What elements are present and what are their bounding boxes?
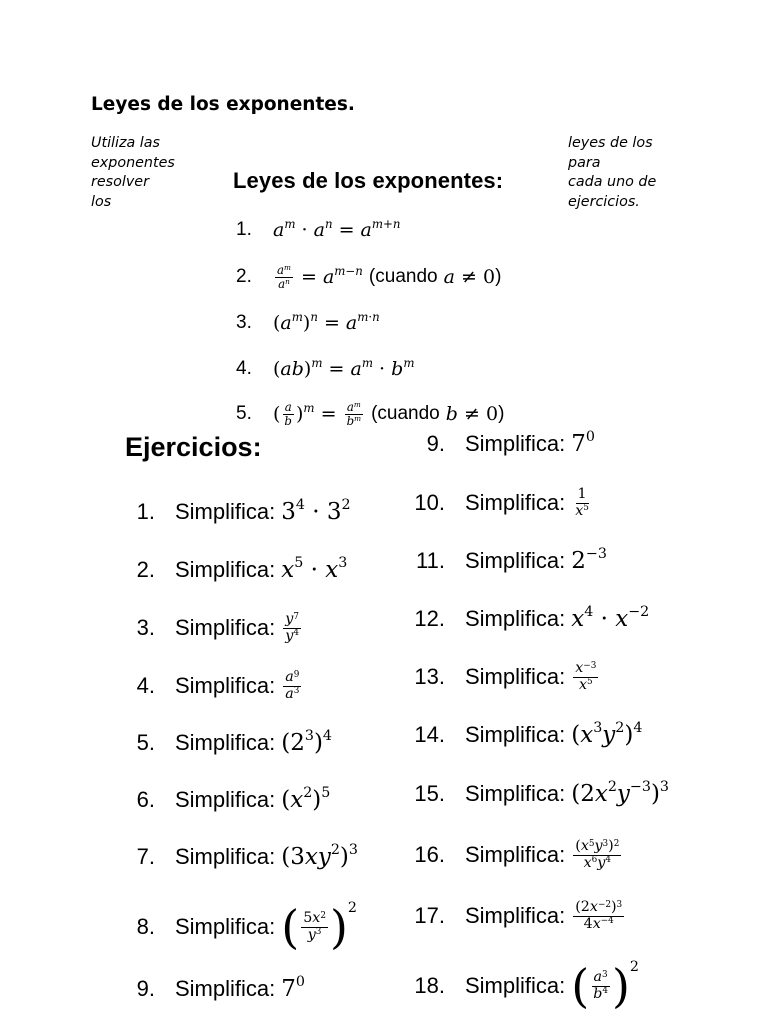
exercise-label: Simplifica: [175,557,276,582]
exercise-expression: x $^4$ · x $^{-2}$ [571,603,650,632]
exercise-expression: $\frac{a^9}{a^3}$ [285,669,300,702]
exercise-label: Simplifica: [175,673,276,698]
law-number: 3. [236,312,252,333]
exercise-item [409,957,639,1015]
exercise-expression: (2 $^3$ ) $^4$ [281,727,332,756]
exercise-expression: $\frac{x^{-3}}{x^5}$ [575,660,597,693]
exercise-label: Simplifica: [175,787,276,812]
law-note: (cuando [371,403,440,424]
exercise-label: Simplifica: [465,722,566,747]
exercise-expression: ( x $^2$ ) $^5$ [281,784,331,813]
exercise-expression: $\frac{(x^5y^3)^2}{x^6y^4}$ [575,838,620,871]
law-item [236,257,501,297]
law-number: 5. [236,403,252,424]
exercise-label: Simplifica: [175,615,276,640]
intro-line: exponentes [91,154,175,171]
exercise-item [409,596,649,642]
exercise-item [409,771,669,817]
exercise-item [409,832,623,878]
intro-text-right [568,134,678,212]
exercise-expression: $\frac{(2x^{-2})^3}{4x^{-4}}$ [575,899,623,932]
law-formula: ( a $^m$ ) $^n$ = a $^{m \cdot n}$ [273,310,380,334]
intro-line: ejercicios. [568,193,640,210]
exercise-label: Simplifica: [465,664,566,689]
exercise-expression: $\frac{y^7}{y^4}$ [285,611,299,644]
intro-line: cada uno de [568,174,657,191]
exercise-label: Simplifica: [465,781,566,806]
exercise-label: Simplifica: [175,730,276,755]
law-formula: ( ab ) $^m$ = a $^m$ · b $^m$ [273,356,415,380]
exercise-expression: (3 xy $^2$ ) $^3$ [281,841,358,870]
document-title: Leyes de los exponentes. [91,94,355,115]
exercise-item [409,712,642,758]
exercise-expression: 7 $^0$ [571,428,595,457]
exercise-item [125,605,303,651]
exercise-number: 12. [414,606,445,631]
exercise-number: 7. [136,844,155,869]
exercise-label: Simplifica: [465,973,566,998]
exercise-expression: x $^5$ · x $^3$ [281,554,348,583]
law-formula: a $^m$ · a $^n$ = a $^{m +n}$ [273,217,401,241]
exercise-item [409,893,626,939]
exercise-label: Simplifica: [175,976,276,1001]
exercise-number: 15. [414,781,445,806]
exercise-label: Simplifica: [175,499,276,524]
exercise-item [409,654,600,700]
exercise-item [409,480,593,526]
intro-line: leyes de los [568,135,653,151]
law-note: (cuando [368,266,438,287]
exercise-item [409,421,595,467]
law-formula: ( $\frac{a}{b}$ ) $^m$ = $\frac{a^m}{b^m}$ (cuando b ≠ 0 ) [273,399,505,428]
exercise-number: 5. [136,730,155,755]
exercise-item [125,720,332,766]
law-number: 2. [236,266,252,287]
exercise-label: Simplifica: [465,842,566,867]
exercise-item [125,777,330,823]
exercise-expression: (2 x $^2$ y $^{-3}$ ) $^3$ [571,778,669,807]
exercise-item [125,663,303,709]
exercise-number: 9. [426,431,445,456]
intro-line: resolver [91,174,149,191]
exercise-label: Simplifica: [465,606,566,631]
exercise-item [125,489,351,535]
law-item [236,349,414,389]
exercises-title: Ejercicios: [125,432,262,462]
intro-text-left [91,134,201,212]
exercise-expression: ( $\frac{a^3}{b^4}$ ) $^2$ [571,959,639,1013]
exercise-expression: 7 $^0$ [281,973,305,1002]
exercise-number: 4. [136,673,155,698]
exercise-item [125,898,357,956]
exercise-expression: ( x $^3$ y $^2$ ) $^4$ [571,719,643,748]
exercise-number: 1. [136,499,155,524]
exercise-item [125,966,305,1012]
exercise-number: 11. [416,548,445,573]
exercise-expression: $\frac{1}{x^5}$ [575,486,589,519]
exercise-number: 16. [414,842,445,867]
law-number: 4. [236,358,252,379]
laws-image [232,166,572,428]
exercise-number: 17. [414,903,445,928]
exercise-label: Simplifica: [175,844,276,869]
exercise-number: 3. [136,615,155,640]
exercise-label: Simplifica: [465,490,566,515]
exercise-item [409,538,607,584]
exercise-label: Simplifica: [465,903,566,928]
exercise-number: 8. [136,914,155,939]
exercise-expression: 2 $^{-3}$ [571,545,607,574]
exercise-label: Simplifica: [175,914,276,939]
laws-title: Leyes de los exponentes: [233,168,504,193]
law-item [236,210,400,250]
intro-line: Utiliza las [91,135,160,151]
exercise-item [125,834,383,880]
exercise-number: 2. [136,557,155,582]
intro-line: los [91,193,112,210]
law-number: 1. [236,219,252,240]
exercise-number: 13. [414,664,445,689]
exercise-item [125,547,347,593]
exercise-label: Simplifica: [465,548,566,573]
exercise-number: 6. [136,787,155,812]
exercise-label: Simplifica: [465,431,566,456]
intro-line: para [568,154,601,171]
exercise-number: 10. [414,490,445,515]
exercise-number: 9. [136,976,155,1001]
exercise-expression: 3 $^4$ · 3 $^2$ [281,496,351,525]
law-formula: $\frac{a^m}{a^n}$ = a $^{m -n}$ (cuando a ≠ 0 ) [277,262,502,291]
law-item [236,303,380,343]
exercise-expression: ( $\frac{5x^2}{y^3}$ ) $^2$ [281,900,357,954]
exercise-number: 14. [414,722,445,747]
exercise-number: 18. [414,973,445,998]
